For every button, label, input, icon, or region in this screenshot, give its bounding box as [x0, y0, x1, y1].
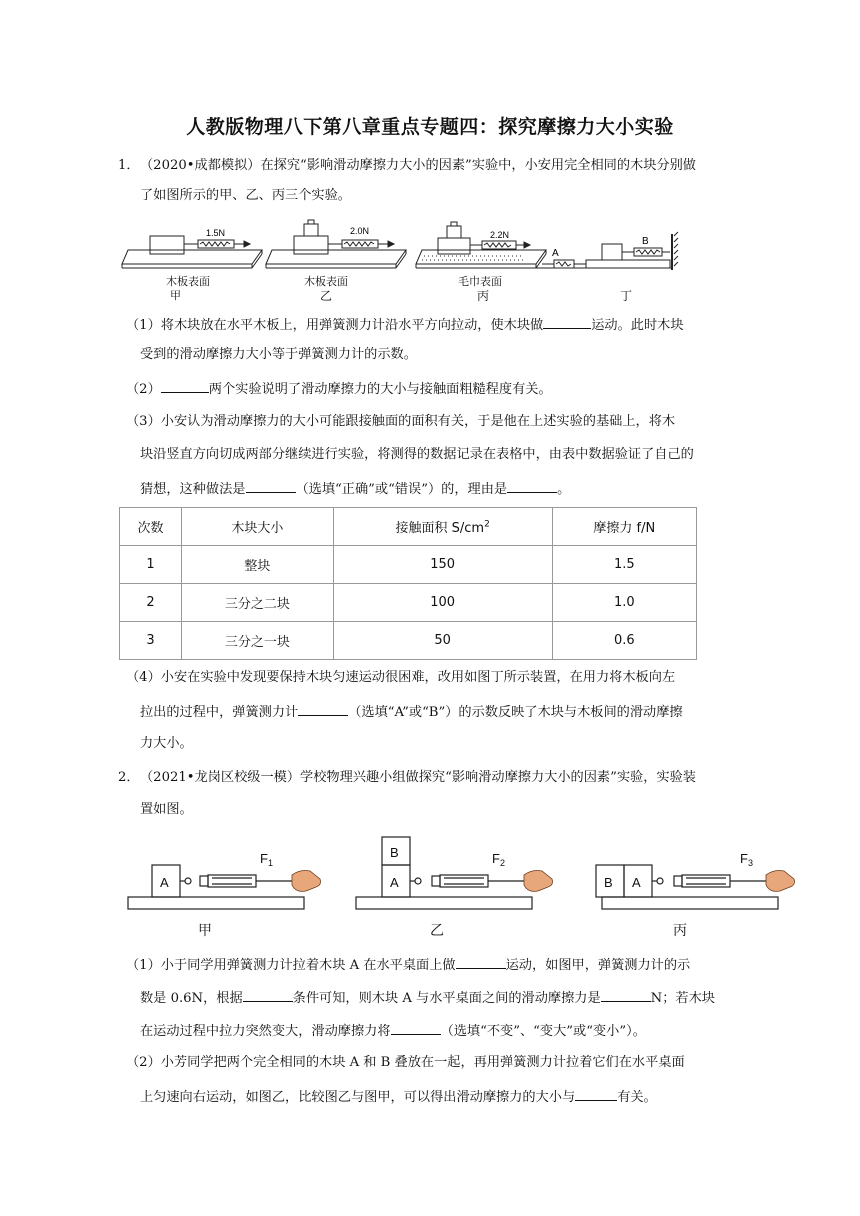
q1-fig-jia-name: 甲: [170, 289, 181, 302]
table-cell: 0.6: [552, 622, 696, 660]
q2-fig-bing-force: F: [740, 851, 748, 866]
q2-fig-bing-force-sub: 3: [747, 858, 753, 868]
q1-fig-jia-force: 1.5N: [206, 228, 226, 238]
q1-stem-line1: （2020•成都模拟）在探究“影响滑动摩擦力大小的因素”实验中，小安用完全相同的木块分别做: [140, 158, 696, 173]
table-cell: 三分之一块: [182, 622, 334, 660]
answer-blank[interactable]: [601, 987, 651, 1002]
q2-fig-jia-force-sub: 1: [267, 858, 273, 868]
answer-blank[interactable]: [575, 1086, 617, 1101]
q1-fig-yi: [266, 220, 406, 268]
q1-part1-line1: （1）将木块放在水平木板上，用弹簧测力计沿水平方向拉动，使木块做 运动。此时木块: [126, 314, 684, 336]
q1-fig-yi-force: 2.0N: [350, 226, 370, 236]
q2-fig-jia-name: 甲: [198, 923, 212, 939]
q1-part1-line2: 受到的滑动摩擦力大小等于弹簧测力计的示数。: [140, 347, 417, 362]
q2-fig-yi-force-sub: 2: [499, 858, 505, 868]
q2-part2-line1: （2）小芳同学把两个完全相同的木块 A 和 B 叠放在一起，再用弹簧测力计拉着它们在水平桌面: [126, 1055, 685, 1070]
q1-part4-line1: （4）小安在实验中发现要保持木块匀速运动很困难，改用如图丁所示装置，在用力将木板向左: [126, 670, 676, 685]
table-cell: 100: [333, 584, 552, 622]
q1-fig-yi-surface: 木板表面: [304, 275, 348, 288]
q1-fig-bing: [416, 222, 546, 268]
table-cell: 1: [120, 546, 182, 584]
q2-fig-yi-bottom-label: A: [390, 875, 399, 890]
q2-number: 2．: [118, 770, 140, 785]
table-row: [120, 584, 697, 622]
table-header: 次数: [120, 508, 182, 546]
q1-fig-bing-name: 丙: [477, 289, 490, 303]
table-cell: 50: [333, 622, 552, 660]
answer-blank[interactable]: [507, 478, 557, 493]
q2-stem-line2: 置如图。: [140, 802, 193, 817]
answer-blank[interactable]: [456, 954, 506, 969]
data-table: [119, 507, 697, 660]
answer-blank[interactable]: [246, 478, 296, 493]
table-header: 木块大小: [182, 508, 334, 546]
q2-stem-line1: （2021•龙岗区校级一模）学校物理兴趣小组做探究“影响滑动摩擦力大小的因素”实验，实验装: [140, 770, 696, 785]
answer-blank[interactable]: [161, 378, 209, 393]
q2-fig-bing-name: 丙: [673, 923, 687, 939]
table-cell: 三分之二块: [182, 584, 334, 622]
q2-fig-yi-name: 乙: [430, 923, 444, 939]
svg-text:F1: [260, 851, 273, 868]
q2-part1-line1: （1）小于同学用弹簧测力计拉着木块 A 在水平桌面上做 运动，如图甲，弹簧测力计的示: [126, 954, 690, 976]
answer-blank[interactable]: [243, 987, 293, 1002]
table-cell: 1.0: [552, 584, 696, 622]
q2-fig-yi-top-label: B: [390, 845, 399, 860]
table-cell: 整块: [182, 546, 334, 584]
table-row: [120, 546, 697, 584]
q1-fig-yi-name: 乙: [320, 289, 333, 303]
q1-fig-ding-name: 丁: [620, 289, 633, 303]
q2-figure: [120, 835, 810, 915]
svg-text:F2: [492, 851, 505, 868]
q1-number: 1．: [118, 158, 140, 173]
answer-blank[interactable]: [391, 1020, 441, 1035]
table-cell: 3: [120, 622, 182, 660]
table-cell: 150: [333, 546, 552, 584]
table-header: 接触面积 $S/cm^2$: [333, 508, 552, 546]
q1-part3-line2: 块沿竖直方向切成两部分继续进行实验，将测得的数据记录在表格中，由表中数据验证了自己的: [140, 447, 694, 462]
q1-fig-bing-surface: 毛巾表面: [458, 275, 502, 288]
q2-fig-jia-table: [128, 897, 304, 909]
q1-stem-line2: 了如图所示的甲、乙、丙三个实验。: [140, 188, 351, 203]
q2-fig-jia-force: F: [260, 851, 268, 866]
q1-part2: （2） 两个实验说明了滑动摩擦力的大小与接触面粗糙程度有关。: [126, 378, 552, 400]
table-cell: 2: [120, 584, 182, 622]
q2-fig-bing-left-label: B: [604, 875, 613, 890]
answer-blank[interactable]: [543, 314, 591, 329]
table-header: 摩擦力 f/N: [552, 508, 696, 546]
q1-fig-ding-b: B: [642, 236, 649, 247]
table-row: [120, 622, 697, 660]
q2-fig-bing-right-label: A: [632, 875, 641, 890]
q1-part3-line3: 猜想，这种做法是 （选填“正确”或“错误”）的，理由是 。: [140, 478, 570, 500]
q2-part1-line3: 在运动过程中拉力突然变大，滑动摩擦力将 （选填“不变”、“变大”或“变小”）。: [140, 1020, 646, 1042]
q1-part4-line3: 力大小。: [140, 736, 193, 751]
q1-fig-jia: [122, 236, 262, 268]
table-header-row: [120, 508, 697, 546]
q1-fig-ding-a: A: [552, 248, 559, 259]
table-cell: 1.5: [552, 546, 696, 584]
q2-part2-line2: 上匀速向右运动，如图乙，比较图乙与图甲，可以得出滑动摩擦力的大小与 有关。: [140, 1086, 657, 1108]
hand-icon: [292, 871, 795, 892]
svg-text:F3: [740, 851, 753, 868]
q1-part4-line2: 拉出的过程中，弹簧测力计 （选填“A”或“B”）的示数反映了木块与木板间的滑动摩擦: [140, 701, 683, 723]
q1-fig-jia-surface: 木板表面: [166, 275, 210, 288]
q2-fig-jia-block-label: A: [160, 875, 169, 890]
q2-part1-line2: 数是 0.6N，根据 条件可知，则木块 A 与水平桌面之间的滑动摩擦力是 N；若木块: [140, 987, 715, 1009]
page-title: 人教版物理八下第八章重点专题四：探究摩擦力大小实验: [186, 116, 674, 138]
q2-fig-yi-force: F: [492, 851, 500, 866]
q1-fig-bing-force: 2.2N: [490, 230, 510, 240]
q1-part3-line1: （3）小安认为滑动摩擦力的大小可能跟接触面的面积有关，于是他在上述实验的基础上，将木: [126, 414, 676, 429]
answer-blank[interactable]: [298, 701, 348, 716]
